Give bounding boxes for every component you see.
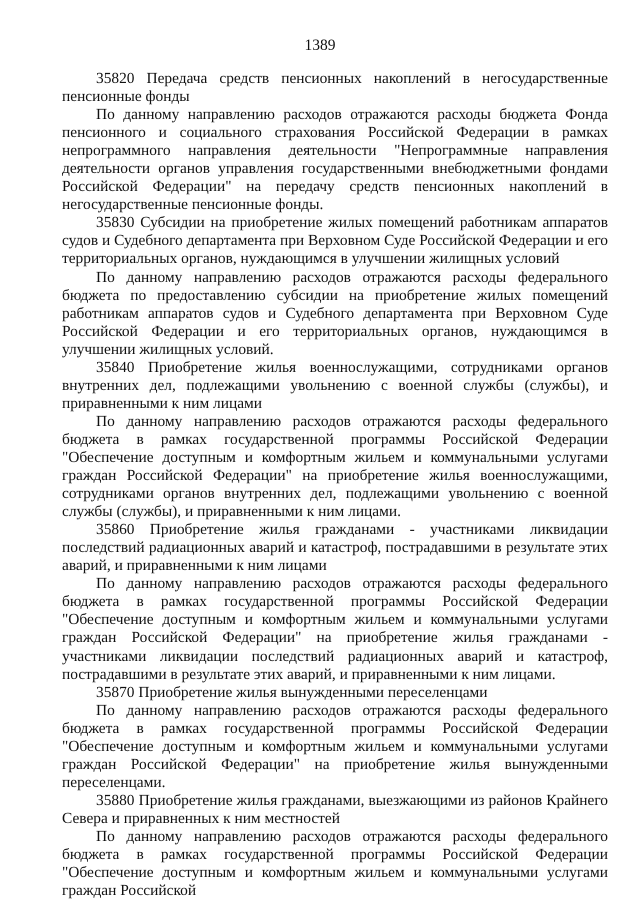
section-heading-35860: 35860 Приобретение жилья гражданами - участниками ликвидации последствий радиационных аварий и катастроф, пострадавшими в результате этих аварий, и приравненными к ним лицами xyxy=(62,521,608,575)
section-heading-35840: 35840 Приобретение жилья военнослужащими, сотрудниками органов внутренних дел, подлежащими увольнению с военной службы (службы), и приравненными к ним лицами xyxy=(62,358,608,412)
section-heading-35820: 35820 Передача средств пенсионных накоплений в негосударственные пенсионные фонды xyxy=(62,70,608,106)
page-body xyxy=(62,70,608,900)
page-number: 1389 xyxy=(304,37,336,54)
section-heading-35870: 35870 Приобретение жилья вынужденными переселенцами xyxy=(96,683,488,701)
section-description-35880: По данному направлению расходов отражаются расходы федерального бюджета в рамках государственной программы Российской Федерации "Обеспечение доступным и комфортным жильем и коммунальными услугами граждан Российской xyxy=(62,827,608,900)
section-description-35820: По данному направлению расходов отражаются расходы бюджета Фонда пенсионного и социального страхования Российской Федерации в рамках непрограммного направления деятельности "Непрограммные направления деятельности органов управления государственными внебюджетными фондами Российской Федерации" на передачу средств пенсионных накоплений в негосударственные пенсионные фонды. xyxy=(62,106,608,214)
section-description-35860: По данному направлению расходов отражаются расходы федерального бюджета в рамках государственной программы Российской Федерации "Обеспечение доступным и комфортным жильем и коммунальными услугами граждан Российской Федерации" на приобретение жилья гражданами - участниками ликвидации последствий радиационных аварий и катастроф, пострадавшими в результате этих аварий, и приравненными к ним лицами. xyxy=(62,575,608,683)
section-description-35830: По данному направлению расходов отражаются расходы федерального бюджета по предоставлению субсидии на приобретение жилых помещений работникам аппаратов судов и Судебного департамента при Верховном Суде Российской Федерации и его территориальных органов, нуждающимся в улучшении жилищных условий. xyxy=(62,268,608,358)
section-description-35840: По данному направлению расходов отражаются расходы федерального бюджета в рамках государственной программы Российской Федерации "Обеспечение доступным и комфортным жильем и коммунальными услугами граждан Российской Федерации" на приобретение жилья военнослужащими, сотрудниками органов внутренних дел, подлежащими увольнению с военной службы (службы), и приравненными к ним лицами. xyxy=(62,412,608,521)
section-heading-35830: 35830 Субсидии на приобретение жилых помещений работникам аппаратов судов и Судебного департамента при Верховном Суде Российской Федерации и его территориальных органов, нуждающимся в улучшении жилищных условий xyxy=(62,214,608,268)
section-heading-35880: 35880 Приобретение жилья гражданами, выезжающими из районов Крайнего Севера и приравненных к ним местностей xyxy=(62,791,608,827)
section-description-35870: По данному направлению расходов отражаются расходы федерального бюджета в рамках государственной программы Российской Федерации "Обеспечение доступным и комфортным жильем и коммунальными услугами граждан Российской Федерации" на приобретение жилья вынужденными переселенцами. xyxy=(62,701,608,791)
